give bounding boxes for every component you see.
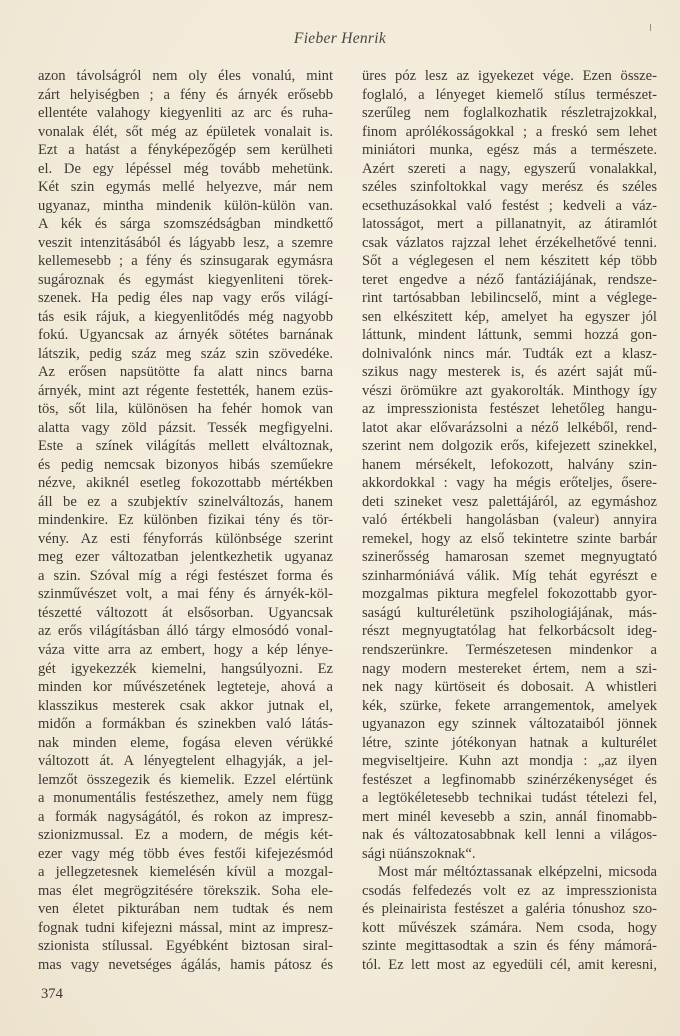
text-line: festészet a legfinomabb szinérzékenységet és (362, 771, 657, 788)
text-line: sági nüánszoknak“. (362, 845, 476, 862)
text-line: Este a színek világítás mellett elváltoznak, (38, 438, 333, 455)
text-line: tös, sőt lila, különösen ha fehér homok van (38, 401, 333, 418)
text-line: vonalak élét, sőt még az épületek vonalait is. (38, 123, 333, 140)
text-line: kott művészek számára. Nem csoda, hogy (362, 919, 657, 936)
text-line: és pleinairista festészet a galéria tónushoz szo- (362, 901, 657, 918)
text-line: sen elkészitett kép, amelyet ha egyszer jól (362, 308, 657, 325)
text-line: deti szineket vesz palettájáról, az egymáshoz (362, 493, 657, 510)
text-line: mindenkire. Ez különben fizikai tény és tör- (38, 512, 333, 529)
text-line: Ezt a hatást a fényképezőgép sem kerülheti (38, 142, 333, 159)
text-line: dolnivalónk nincs már. Tudták ezt a klasz- (362, 345, 657, 362)
text-line: láttunk, mindent láttunk, semmi hozzá gon- (362, 327, 657, 344)
text-line: ezer vagy még több éves festői kifejezésmód (38, 845, 333, 862)
text-line: vény. Az esti fényforrás különbsége szerint (38, 530, 333, 547)
text-line: vészi örömükre azt gyakorolták. Minthogy így (362, 382, 657, 399)
text-line: nézve, akiknél esetleg fokozottabb mértékben (38, 475, 333, 492)
text-line: a jellegzetesnek kiemelésén kívül a mozgal- (38, 864, 333, 881)
text-line: mas élet megrögzitésére törekszik. Soha ele- (38, 882, 333, 899)
text-line: sugároznak és egymást kiegyenliteni törek- (38, 271, 333, 288)
text-line: való értékbeli hangolásban (valeur) annyira (362, 512, 657, 529)
text-line: minden kor művészetének legteteje, ahová a (38, 679, 333, 696)
text-line: alatta vagy zöld pázsit. Tessék megfigyelni. (38, 419, 333, 436)
text-line: az erős világításban álló tárgy elmosódó vonal- (38, 623, 333, 640)
text-line: szinte megittasodtak a szin és fény mámorá- (362, 938, 657, 955)
text-line: szionista stílussal. Egyébként biztosan siral- (38, 938, 333, 955)
text-line: gét igyekezzék kiemelni, hangsúlyozni. Ez (38, 660, 333, 677)
text-line: részt megnyugtatólag hat felkorbácsolt ideg- (362, 623, 657, 640)
text-line: látszik, pedig száz meg száz szin szövedéke. (38, 345, 333, 362)
text-line: ven életet pikturában nem tudtak és nem (38, 901, 333, 918)
text-line: klasszikus mesterek csak akkor jutnak el, (38, 697, 333, 714)
text-line: finom aprólékosságokkal ; a freskó sem lehet (362, 123, 657, 140)
text-line: széles szinfoltokkal vagy merész és széles (362, 179, 657, 196)
text-line: mas vagy nevetséges ágálás, hamis pátosz és (38, 956, 333, 973)
text-line: árnyék, mint azt régente festették, hanem ezüs- (38, 382, 333, 399)
text-line: váza vitte arra az embert, hogy a kép lénye- (38, 641, 333, 658)
page-number: 374 (41, 986, 63, 1002)
right-column (362, 67, 657, 974)
text-line: fokú. Ugyancsak az árnyék sötétes barnának (38, 327, 333, 344)
left-column (38, 67, 333, 974)
text-line: rint tartósabban lebilincselő, mint a véglege- (362, 290, 657, 307)
text-line: lemzőt összegezik és kiemelik. Ezzel elértünk (38, 771, 333, 788)
text-line: mozgalmas piktura megfelel fokozottabb gyor- (362, 586, 657, 603)
text-line: latot akar elővarázsolni a néző lelkéből, rend- (362, 419, 657, 436)
text-line: csodás felfedezés volt ez az impresszionista (362, 882, 657, 899)
text-line: Sőt a véglegesen el nem készitett kép több (362, 253, 657, 270)
text-line: azon távolságról nem oly éles vonalú, mint (38, 68, 333, 84)
text-line: fognak tudni kifejezni mással, mint az impresz- (38, 919, 333, 936)
text-line: akkordokkal : vagy ha mégis erőteljes, őserе- (362, 475, 657, 492)
text-line: változott át. A lényegtelent elhagyják, a jel- (38, 753, 333, 770)
text-line: Most már méltóztassanak elképzelni, micsoda (378, 864, 657, 881)
text-line: saságú kulturéletünk pszihologiájának, más- (362, 604, 657, 621)
text-line: csak vázlatos rajzzal lehet érzékelhetővé tenni. (362, 234, 657, 251)
text-line: ecsethuzásokkal való festést ; kedveli a váz- (362, 197, 657, 214)
text-line: az impresszionista festészet lehetőleg hangu- (362, 401, 657, 418)
text-line: latosságot, mert a pillanatnyit, az átiramlót (362, 216, 657, 233)
text-line: kellemesebb ; a fény és szinsugarak egymásra (38, 253, 333, 270)
text-line: tól. Ez lett most az egyedüli cél, amit keresni, (362, 956, 657, 973)
text-line: kék, szürke, fekete arrangementok, amelyek (362, 697, 657, 714)
text-line: szenek. Ha pedig éles nap vagy erős világí- (38, 290, 333, 307)
text-line: létre, szinte jótékonyan hatnak a kulturélet (362, 734, 657, 751)
text-line: szinművészet volt, a mai fény és árnyék-köl- (38, 586, 333, 603)
text-line: mert minél kevesebb a szin, annál finomabb- (362, 808, 657, 825)
text-line: hanem mérsékelt, lefokozott, halvány szin- (362, 456, 657, 473)
text-line: szionizmussal. Ez a modern, de mégis két- (38, 827, 333, 844)
text-line: rendszerünkre. Természetesen mindenkor a (362, 641, 657, 658)
text-line: ellentéte valahogy kiegyenliti az arc és ruha- (38, 105, 333, 122)
text-line: miniátori munka, egész más a természete. (362, 142, 657, 159)
text-line: szerint nem dolgozik erős, kifejezett szinekkel, (362, 438, 657, 455)
text-line: és pedig nemcsak bizonyos hibás szeműekre (38, 456, 333, 473)
text-line: nek nagy kürtöseit és dobosait. A whistleri (362, 679, 657, 696)
text-line: tás esik rájuk, a kiegyenlitődés még nagyobb (38, 308, 333, 325)
text-line: szinharmóniává válik. Míg tehát egyrészt e (362, 567, 657, 584)
text-line: A kék és sárga szomszédságban mindkettő (38, 216, 333, 233)
text-line: remekel, hogy az első tekintetre szinte barbár (362, 530, 657, 547)
text-line: ugyanazon egy szinnek változataiból jönnek (362, 716, 657, 733)
text-line: foglaló, a lényeget kiemelő stílus természet- (362, 86, 657, 103)
running-header: Fieber Henrik (293, 30, 387, 47)
text-line: Az erősen napsütötte fa alatt nincs barna (38, 364, 333, 381)
text-line: a monumentális festészethez, amely nem függ (38, 790, 333, 807)
text-line: nak minden eleme, fogása eleven vérükké (38, 734, 333, 751)
text-line: szinerősség hamarosan szemet megnyugtató (362, 549, 657, 566)
text-line: tészetté változott át elsősorban. Ugyancsak (38, 604, 333, 621)
text-line: megviseltjeire. Kuhn azt mondja : „az ilyen (362, 753, 657, 770)
text-line: meg ezer változatban jelentkezhetik ugyanaz (38, 549, 333, 566)
text-line: teret engedve a néző fantáziájának, rendsze- (362, 271, 657, 288)
text-line: midőn a formákban és szinekben való látás- (38, 716, 333, 733)
text-line: Két szin egymás mellé helyezve, már nem (38, 179, 333, 196)
text-line: üres póz lesz az igyekezet vége. Ezen össze- (362, 68, 657, 84)
text-line: zárt helyiségben ; a fény és árnyék erősebb (38, 86, 333, 103)
text-line: a legtökéletesebb technikai tudást tételezi fel, (362, 790, 657, 807)
text-line: a formák nagyságától, és rokon az impresz- (38, 808, 333, 825)
text-line: áll be ez a szubjektív szinelváltozás, hanem (38, 493, 333, 510)
text-line: veszit intenzitásából és lágyabb lesz, a szemre (38, 234, 333, 251)
text-line: nak és változatosabbnak kell lenni a világos- (362, 827, 657, 844)
text-line: a szin. Szóval míg a régi festészet forma és (38, 567, 333, 584)
text-line: ugyanaz, mintha mindenik külön-külön van. (38, 197, 333, 214)
text-line: el. De egy lépéssel még tovább mehetünk. (38, 160, 333, 177)
text-line: szerűleg nem foglalkozhatik részletrajzokkal, (362, 105, 657, 122)
text-line: nagy modern mestereket értem, nem a szi- (362, 660, 657, 677)
text-line: szikus nagy mesterek is, és azért saját mű- (362, 364, 657, 381)
text-line: Azért szereti a nagy, egyszerű vonalakkal, (362, 160, 657, 177)
